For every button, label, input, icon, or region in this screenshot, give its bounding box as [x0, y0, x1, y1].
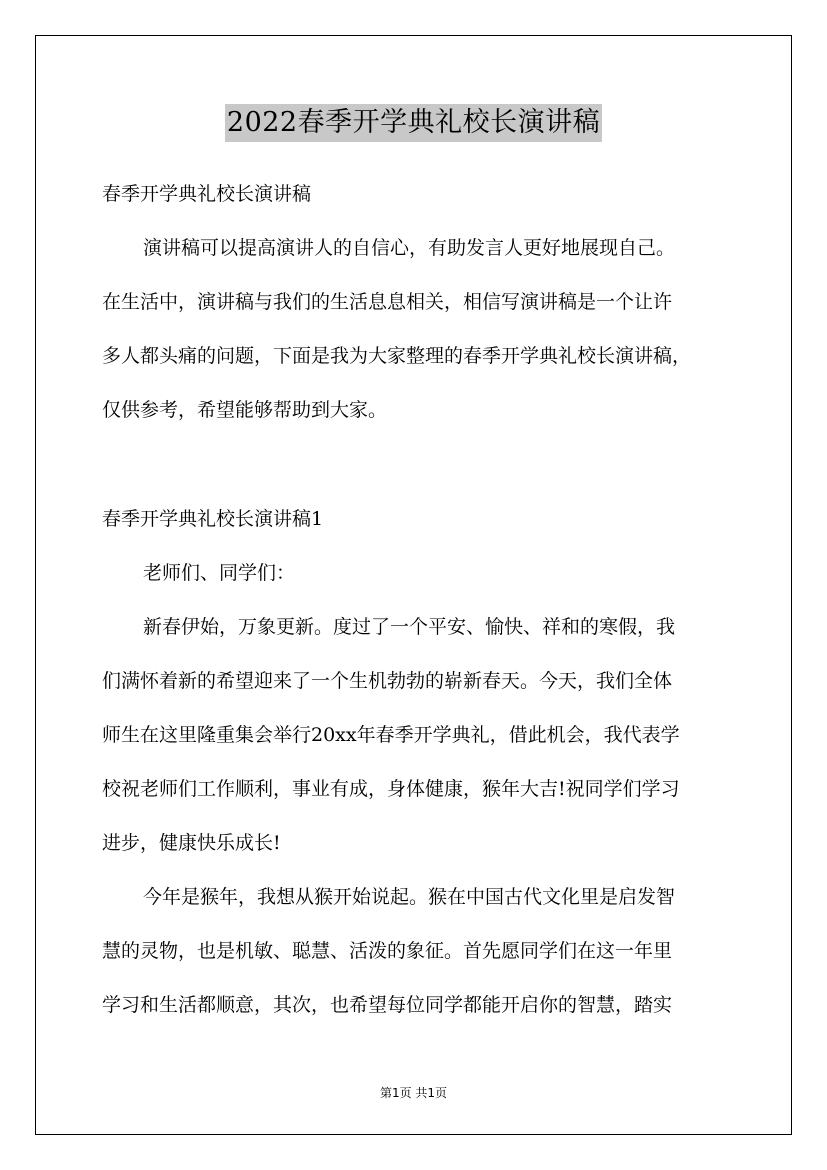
paragraph-line: 学习和生活都顺意，其次，也希望每位同学都能开启你的智慧，踏实 [102, 994, 673, 1016]
paragraph-line: 仅供参考，希望能够帮助到大家。 [102, 399, 388, 421]
paragraph-line: 今年是猴年，我想从猴开始说起。猴在中国古代文化里是启发智 [143, 886, 676, 908]
title-container [0, 104, 827, 142]
document-title: 2022春季开学典礼校长演讲稿 [225, 104, 602, 142]
page-number-footer: 第1页 共1页 [379, 1086, 448, 1100]
paragraph-line: 们满怀着新的希望迎来了一个生机勃勃的崭新春天。今天，我们全体 [102, 670, 673, 692]
paragraph-line: 在生活中，演讲稿与我们的生活息息相关，相信写演讲稿是一个让许 [102, 291, 673, 313]
paragraph-line: 慧的灵物，也是机敏、聪慧、活泼的象征。首先愿同学们在这一年里 [102, 940, 673, 962]
paragraph-line: 新春伊始，万象更新。度过了一个平安、愉快、祥和的寒假，我 [143, 616, 676, 638]
paragraph-line: 校祝老师们工作顺利，事业有成，身体健康，猴年大吉!祝同学们学习 [102, 778, 680, 800]
paragraph-line: 多人都头痛的问题，下面是我为大家整理的春季开学典礼校长演讲稿， [102, 345, 692, 367]
paragraph-line: 老师们、同学们： [143, 562, 296, 584]
paragraph-line: 进步，健康快乐成长! [102, 832, 281, 854]
paragraph-line: 师生在这里隆重集会举行20xx年春季开学典礼，借此机会，我代表学 [102, 724, 680, 746]
section-heading: 春季开学典礼校长演讲稿1 [102, 508, 324, 530]
subtitle-line: 春季开学典礼校长演讲稿 [102, 183, 312, 205]
paragraph-line: 演讲稿可以提高演讲人的自信心，有助发言人更好地展现自己。 [143, 237, 676, 259]
